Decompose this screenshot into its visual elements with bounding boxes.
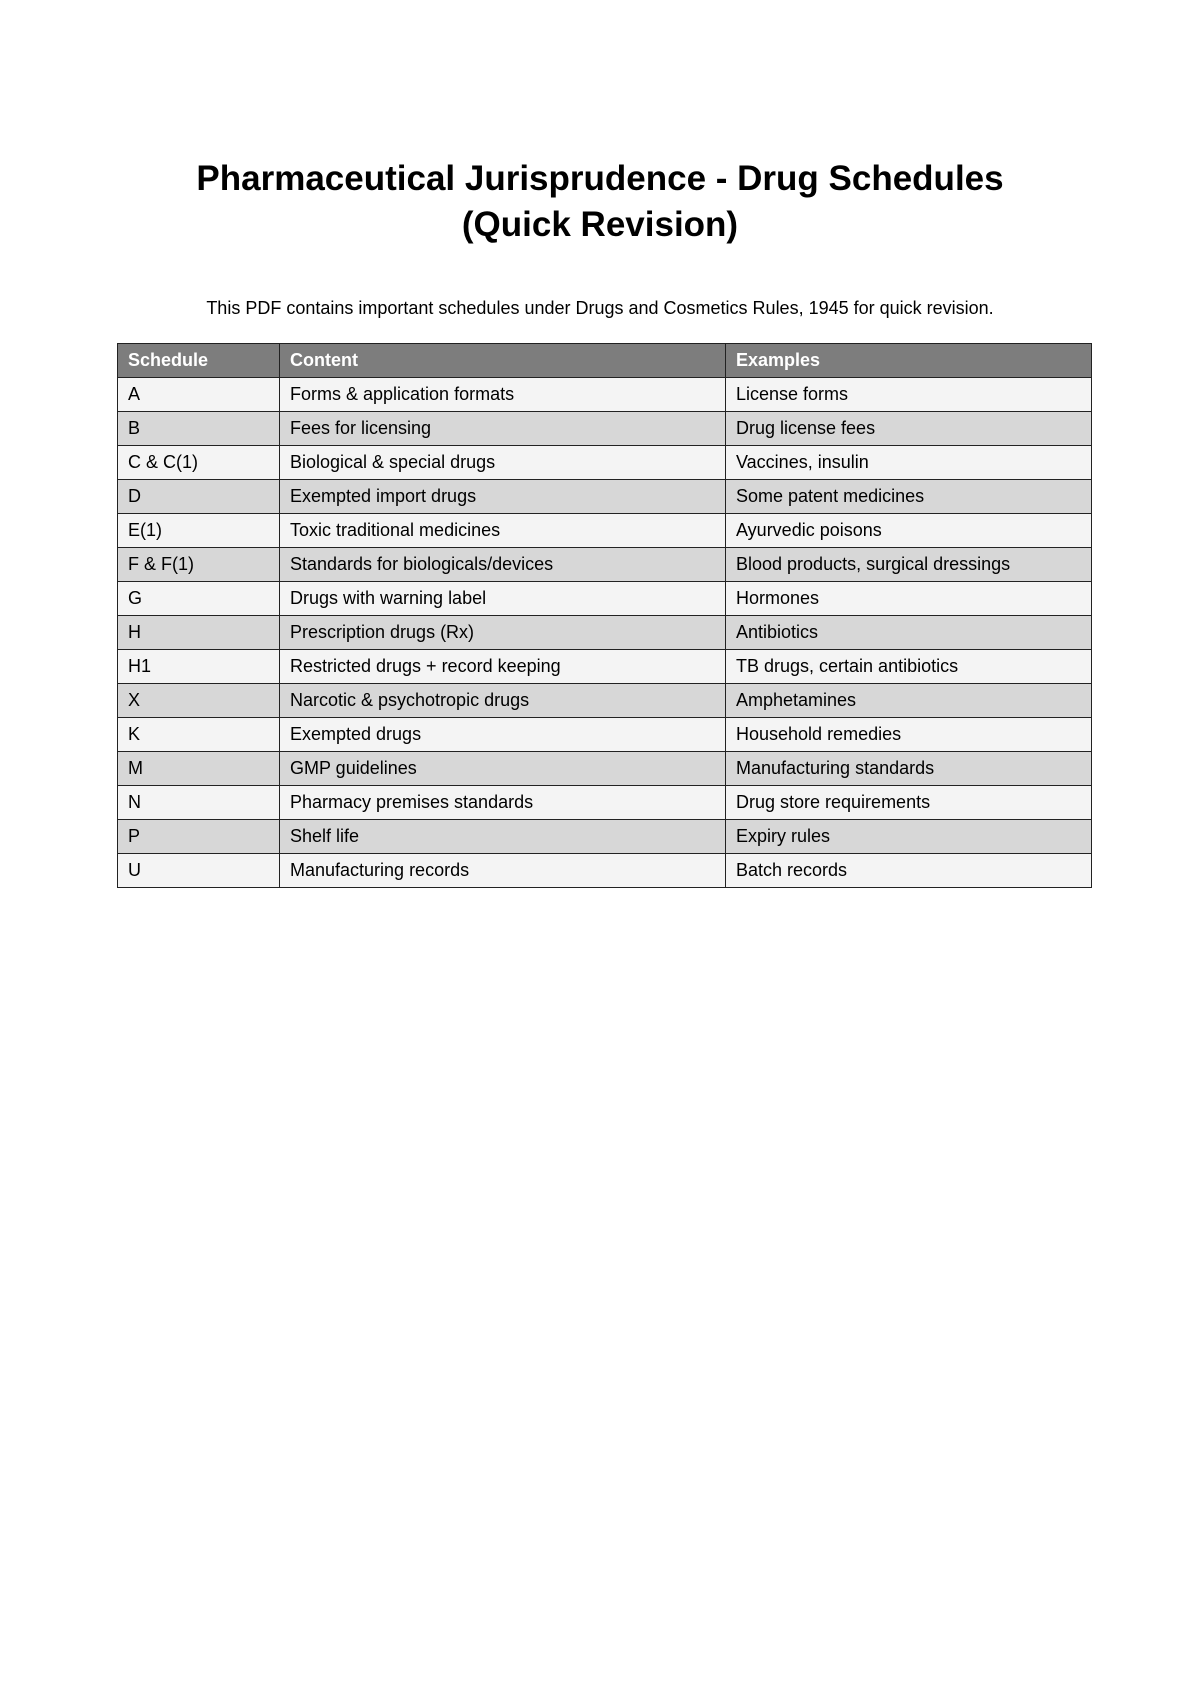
examples-cell: License forms bbox=[726, 378, 1092, 412]
table-row bbox=[118, 446, 1092, 480]
examples-cell: Drug license fees bbox=[726, 412, 1092, 446]
examples-cell: Batch records bbox=[726, 854, 1092, 888]
table-row bbox=[118, 412, 1092, 446]
examples-cell: Manufacturing standards bbox=[726, 752, 1092, 786]
table-row bbox=[118, 684, 1092, 718]
content-cell: Shelf life bbox=[280, 820, 726, 854]
examples-cell: Blood products, surgical dressings bbox=[726, 548, 1092, 582]
schedule-cell: P bbox=[118, 820, 280, 854]
header-schedule: Schedule bbox=[118, 344, 280, 378]
content-cell: GMP guidelines bbox=[280, 752, 726, 786]
table-row bbox=[118, 820, 1092, 854]
schedule-cell: N bbox=[118, 786, 280, 820]
examples-cell: Expiry rules bbox=[726, 820, 1092, 854]
content-cell: Narcotic & psychotropic drugs bbox=[280, 684, 726, 718]
table-row bbox=[118, 548, 1092, 582]
table-header-row bbox=[118, 344, 1092, 378]
examples-cell: Some patent medicines bbox=[726, 480, 1092, 514]
table-row bbox=[118, 582, 1092, 616]
examples-cell: TB drugs, certain antibiotics bbox=[726, 650, 1092, 684]
schedule-cell: F & F(1) bbox=[118, 548, 280, 582]
header-examples: Examples bbox=[726, 344, 1092, 378]
schedule-cell: G bbox=[118, 582, 280, 616]
schedule-cell: E(1) bbox=[118, 514, 280, 548]
table-row bbox=[118, 718, 1092, 752]
content-cell: Drugs with warning label bbox=[280, 582, 726, 616]
content-cell: Pharmacy premises standards bbox=[280, 786, 726, 820]
content-cell: Fees for licensing bbox=[280, 412, 726, 446]
schedules-table bbox=[117, 343, 1092, 888]
content-cell: Exempted import drugs bbox=[280, 480, 726, 514]
content-cell: Restricted drugs + record keeping bbox=[280, 650, 726, 684]
table-row bbox=[118, 650, 1092, 684]
content-cell: Biological & special drugs bbox=[280, 446, 726, 480]
header-content: Content bbox=[280, 344, 726, 378]
schedule-cell: D bbox=[118, 480, 280, 514]
content-cell: Exempted drugs bbox=[280, 718, 726, 752]
content-cell: Manufacturing records bbox=[280, 854, 726, 888]
table-row bbox=[118, 854, 1092, 888]
table-row bbox=[118, 480, 1092, 514]
table-row bbox=[118, 752, 1092, 786]
table-row bbox=[118, 378, 1092, 412]
page-title-line-1: Pharmaceutical Jurisprudence - Drug Schedules bbox=[196, 159, 1004, 198]
content-cell: Toxic traditional medicines bbox=[280, 514, 726, 548]
page-title-line-2: (Quick Revision) bbox=[461, 205, 739, 244]
page-title bbox=[100, 156, 1100, 248]
schedule-cell: H bbox=[118, 616, 280, 650]
content-cell: Standards for biologicals/devices bbox=[280, 548, 726, 582]
schedule-cell: U bbox=[118, 854, 280, 888]
table-row bbox=[118, 616, 1092, 650]
examples-cell: Vaccines, insulin bbox=[726, 446, 1092, 480]
examples-cell: Amphetamines bbox=[726, 684, 1092, 718]
schedule-cell: B bbox=[118, 412, 280, 446]
schedule-cell: K bbox=[118, 718, 280, 752]
schedule-cell: X bbox=[118, 684, 280, 718]
table-row bbox=[118, 786, 1092, 820]
examples-cell: Ayurvedic poisons bbox=[726, 514, 1092, 548]
examples-cell: Hormones bbox=[726, 582, 1092, 616]
examples-cell: Household remedies bbox=[726, 718, 1092, 752]
content-cell: Prescription drugs (Rx) bbox=[280, 616, 726, 650]
schedule-cell: A bbox=[118, 378, 280, 412]
schedule-cell: H1 bbox=[118, 650, 280, 684]
table-row bbox=[118, 514, 1092, 548]
intro-text: This PDF contains important schedules under Drugs and Cosmetics Rules, 1945 for quick revision. bbox=[206, 298, 994, 318]
examples-cell: Antibiotics bbox=[726, 616, 1092, 650]
examples-cell: Drug store requirements bbox=[726, 786, 1092, 820]
schedule-cell: M bbox=[118, 752, 280, 786]
schedule-cell: C & C(1) bbox=[118, 446, 280, 480]
content-cell: Forms & application formats bbox=[280, 378, 726, 412]
